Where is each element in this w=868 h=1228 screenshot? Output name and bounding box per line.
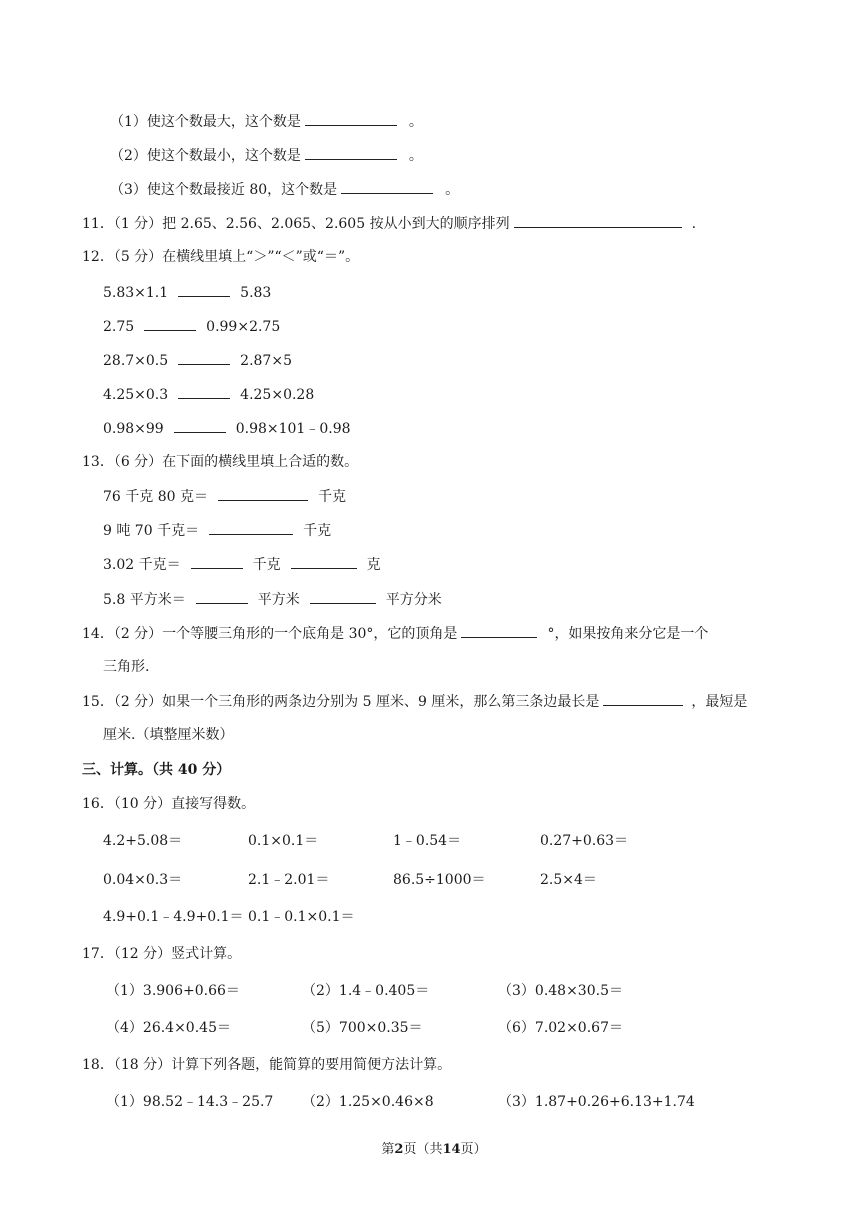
q12-left: 5.83×1.1 bbox=[103, 285, 169, 301]
q12-title: 12．（5 分）在横线里填上“＞”“＜”或“＝”。 bbox=[82, 249, 360, 265]
q12-right: 5.83 bbox=[240, 285, 272, 301]
footer-text: 页） bbox=[460, 1142, 487, 1157]
q16-item: 0.1×0.1＝ bbox=[248, 833, 319, 849]
page-total: 14 bbox=[442, 1142, 461, 1157]
question-11 bbox=[82, 213, 696, 234]
q16-item: 4.9+0.1﹣4.9+0.1＝ bbox=[103, 909, 244, 925]
q13-row bbox=[103, 486, 346, 507]
q15-line2: 厘米.（填整厘米数） bbox=[103, 727, 234, 743]
q10-part1-text: （1）使这个数最大，这个数是 bbox=[110, 114, 301, 130]
q18-item: （1）98.52﹣14.3﹣25.7 bbox=[106, 1094, 274, 1110]
q13-label: 76 千克 80 克＝ bbox=[103, 489, 208, 505]
q16-item: 2.1﹣2.01＝ bbox=[248, 872, 330, 888]
q14-text: 14．（2 分）一个等腰三角形的一个底角是 30°，它的顶角是 bbox=[82, 626, 458, 642]
q17-item: （3）0.48×30.5＝ bbox=[498, 983, 623, 999]
q10-part3 bbox=[110, 179, 459, 200]
q12-row bbox=[103, 350, 292, 371]
q12-right: 0.98×101﹣0.98 bbox=[235, 421, 351, 437]
q16-item: 86.5÷1000＝ bbox=[393, 872, 486, 888]
answer-blank[interactable] bbox=[305, 111, 397, 126]
q13-unit: 平方米 bbox=[257, 592, 300, 608]
q13-unit: 千克 bbox=[303, 523, 332, 539]
q13-row bbox=[103, 589, 442, 610]
answer-blank[interactable] bbox=[209, 520, 293, 535]
answer-blank[interactable] bbox=[305, 145, 397, 160]
answer-blank[interactable] bbox=[461, 623, 537, 638]
q12-row bbox=[103, 316, 280, 337]
q13-row bbox=[103, 520, 331, 541]
answer-blank[interactable] bbox=[514, 213, 682, 228]
q13-unit: 平方分米 bbox=[385, 592, 442, 608]
answer-blank[interactable] bbox=[191, 554, 243, 569]
q17-item: （6）7.02×0.67＝ bbox=[498, 1020, 623, 1036]
q17-item: （1）3.906+0.66＝ bbox=[106, 983, 240, 999]
q16-item: 0.27+0.63＝ bbox=[540, 833, 629, 849]
q16-item: 4.2+5.08＝ bbox=[103, 833, 183, 849]
answer-blank[interactable] bbox=[310, 589, 376, 604]
footer-text: 页（共 bbox=[403, 1142, 443, 1157]
q12-right: 4.25×0.28 bbox=[240, 387, 315, 403]
q14-line2: 三角形. bbox=[103, 659, 150, 675]
q12-right: 2.87×5 bbox=[240, 353, 292, 369]
q12-left: 28.7×0.5 bbox=[103, 353, 169, 369]
answer-blank[interactable] bbox=[196, 589, 248, 604]
section-heading: 三、计算。（共 40 分） bbox=[82, 762, 231, 778]
q17-item: （5）700×0.35＝ bbox=[302, 1020, 423, 1036]
answer-blank[interactable] bbox=[291, 554, 357, 569]
q13-row bbox=[103, 554, 381, 575]
q11-text: 11．（1 分）把 2.65、2.56、2.065、2.605 按从小到大的顺序排列 bbox=[82, 216, 510, 232]
page-footer bbox=[0, 1138, 868, 1157]
q15-text-end: ，最短是 bbox=[691, 694, 748, 710]
answer-blank[interactable] bbox=[178, 282, 230, 297]
q12-row bbox=[103, 282, 271, 303]
q10-part2 bbox=[110, 145, 423, 166]
q13-label: 3.02 千克＝ bbox=[103, 557, 181, 573]
q10-part2-text: （2）使这个数最小，这个数是 bbox=[110, 148, 301, 164]
q12-right: 0.99×2.75 bbox=[206, 319, 281, 335]
q15-text: 15．（2 分）如果一个三角形的两条边分别为 5 厘米、9 厘米，那么第三条边最长是 bbox=[82, 694, 600, 710]
q18-item: （2）1.25×0.46×8 bbox=[302, 1094, 434, 1110]
q12-left: 4.25×0.3 bbox=[103, 387, 169, 403]
q18-item: （3）1.87+0.26+6.13+1.74 bbox=[498, 1094, 695, 1110]
q17-item: （2）1.4﹣0.405＝ bbox=[302, 983, 430, 999]
q12-left: 2.75 bbox=[103, 319, 135, 335]
q13-unit: 千克 bbox=[317, 489, 346, 505]
q13-label: 9 吨 70 千克＝ bbox=[103, 523, 200, 539]
q16-item: 1﹣0.54＝ bbox=[393, 833, 462, 849]
q13-unit: 千克 bbox=[252, 557, 281, 573]
q16-item: 0.04×0.3＝ bbox=[103, 872, 183, 888]
q13-title: 13．（6 分）在下面的横线里填上合适的数。 bbox=[82, 454, 359, 470]
q17-item: （4）26.4×0.45＝ bbox=[106, 1020, 231, 1036]
q10-part3-text: （3）使这个数最接近 80，这个数是 bbox=[110, 182, 338, 198]
q13-label: 5.8 平方米＝ bbox=[103, 592, 186, 608]
q16-item: 2.5×4＝ bbox=[540, 872, 597, 888]
q18-title: 18．（18 分）计算下列各题，能简算的要用简便方法计算。 bbox=[82, 1057, 452, 1073]
footer-text: 第 bbox=[381, 1142, 395, 1157]
answer-blank[interactable] bbox=[178, 384, 230, 399]
page-number: 2 bbox=[394, 1142, 404, 1157]
q12-row bbox=[103, 418, 351, 439]
answer-blank[interactable] bbox=[603, 691, 683, 706]
q16-item: 0.1﹣0.1×0.1＝ bbox=[248, 909, 355, 925]
q17-title: 17．（12 分）竖式计算。 bbox=[82, 946, 242, 962]
answer-blank[interactable] bbox=[178, 350, 230, 365]
q10-part1-end: 。 bbox=[408, 114, 423, 130]
answer-blank[interactable] bbox=[341, 179, 433, 194]
q16-title: 16．（10 分）直接写得数。 bbox=[82, 796, 256, 812]
q10-part3-end: 。 bbox=[445, 182, 460, 198]
answer-blank[interactable] bbox=[174, 418, 226, 433]
question-15 bbox=[82, 691, 747, 712]
q10-part1 bbox=[110, 111, 423, 132]
q14-text-end: °，如果按角来分它是一个 bbox=[547, 626, 709, 642]
q13-unit: 克 bbox=[366, 557, 381, 573]
q12-left: 0.98×99 bbox=[103, 421, 164, 437]
q12-row bbox=[103, 384, 314, 405]
question-14 bbox=[82, 623, 708, 644]
q10-part2-end: 。 bbox=[408, 148, 423, 164]
answer-blank[interactable] bbox=[218, 486, 308, 501]
answer-blank[interactable] bbox=[144, 316, 196, 331]
q11-end: . bbox=[691, 216, 697, 232]
